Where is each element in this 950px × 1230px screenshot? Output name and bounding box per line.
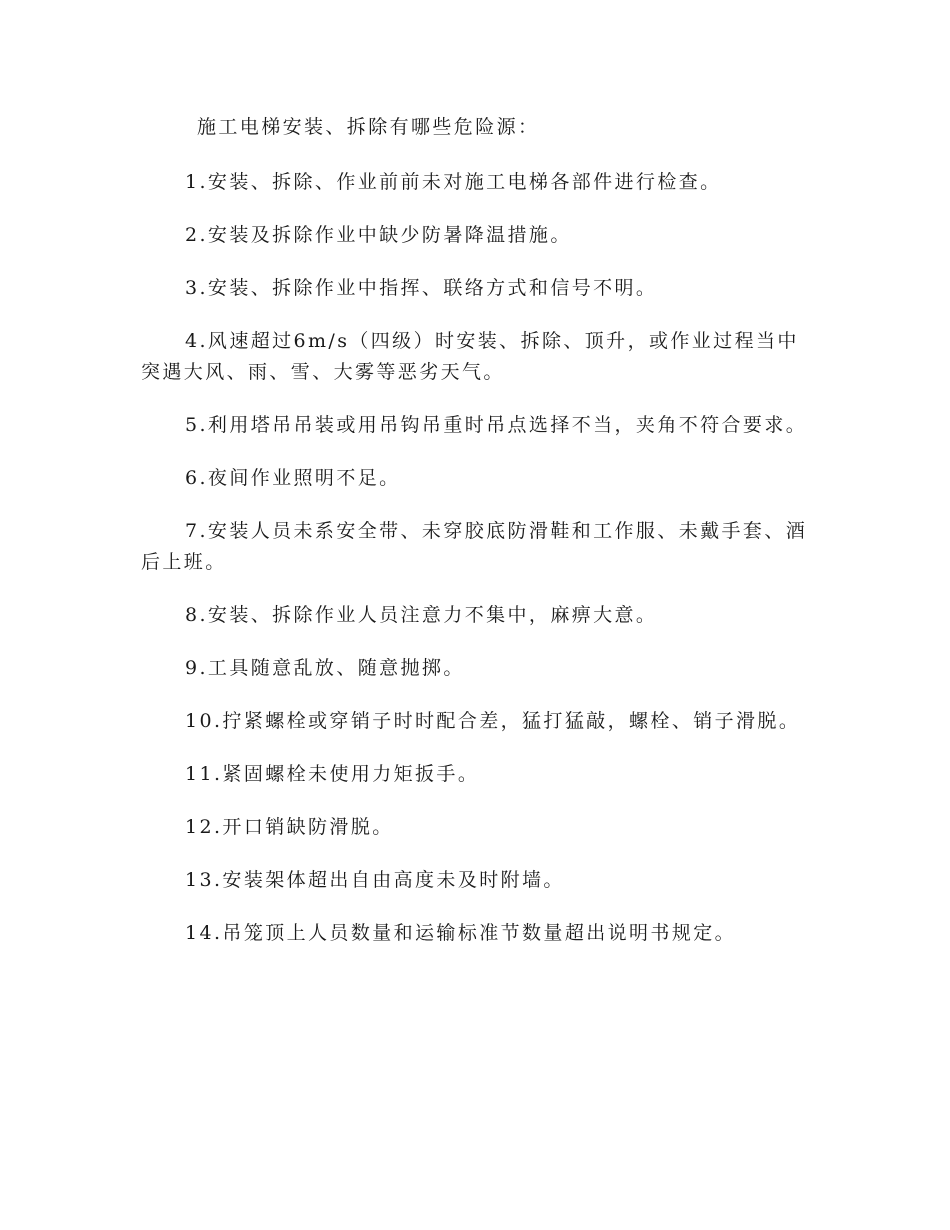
list-item-10: 10.拧紧螺栓或穿销子时时配合差，猛打猛敲，螺栓、销子滑脱。 [185,710,801,732]
list-item-5: 5.利用塔吊吊装或用吊钩吊重时吊点选择不当，夹角不符合要求。 [185,414,808,436]
list-item-9: 9.工具随意乱放、随意抛掷。 [185,657,465,679]
list-item-8: 8.安装、拆除作业人员注意力不集中，麻痹大意。 [185,604,658,626]
list-item-12: 12.开口销缺防滑脱。 [185,816,394,838]
list-item-4: 4.风速超过6m/s（四级）时安装、拆除、顶升，或作业过程当中突遇大风、雨、雪、大雾等恶劣天气。 [141,330,799,383]
list-item-2: 2.安装及拆除作业中缺少防暑降温措施。 [185,224,572,246]
list-item-6: 6.夜间作业照明不足。 [185,467,401,489]
list-item-3: 3.安装、拆除作业中指挥、联络方式和信号不明。 [185,277,658,299]
list-item-7: 7.安装人员未系安全带、未穿胶底防滑鞋和工作服、未戴手套、酒后上班。 [141,520,808,573]
document-body [141,112,809,971]
list-item-11: 11.紧固螺栓未使用力矩扳手。 [185,763,480,785]
list-item-1: 1.安装、拆除、作业前前未对施工电梯各部件进行检查。 [185,171,722,193]
list-item-14: 14.吊笼顶上人员数量和运输标准节数量超出说明书规定。 [185,922,737,944]
list-item-13: 13.安装架体超出自由高度未及时附墙。 [185,869,565,891]
document-heading: 施工电梯安装、拆除有哪些危险源： [197,116,540,138]
